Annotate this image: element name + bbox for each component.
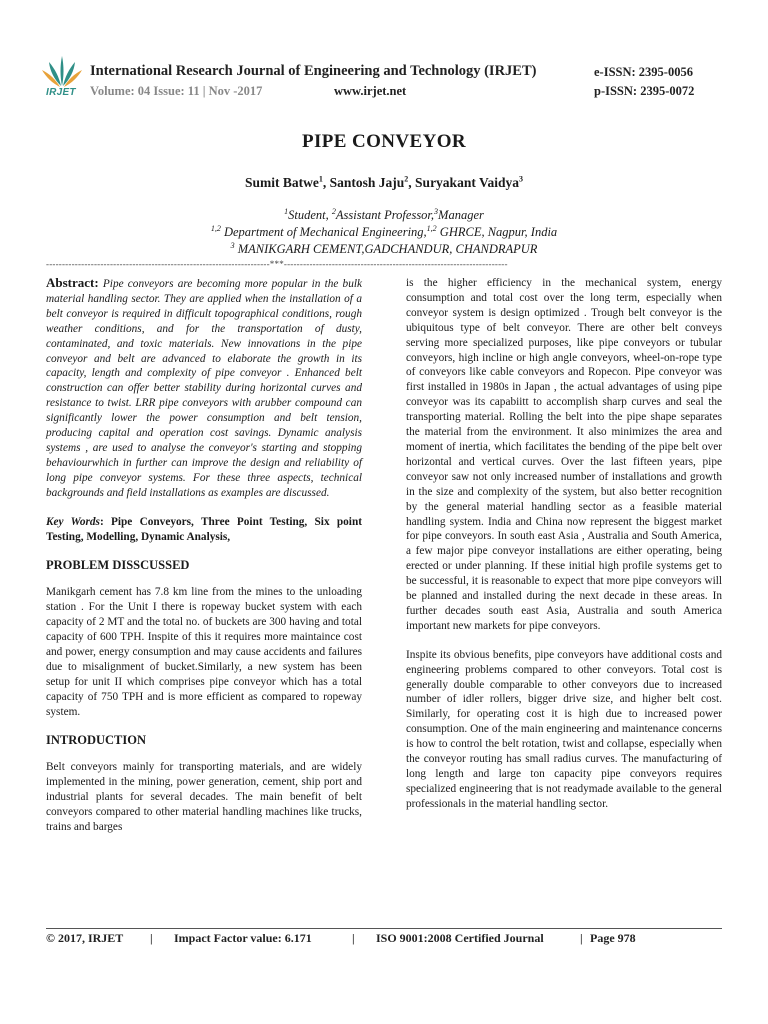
iso-certification: ISO 9001:2008 Certified Journal xyxy=(376,931,544,945)
author-name: Suryakant Vaidya xyxy=(415,175,519,190)
affiliation-roles: $^1$Student, $^2$Assistant Professor,$^3$Manager xyxy=(284,206,484,222)
author-list: Sumit Batwe$^1$, Santosh Jaju$^2$, Suryakant Vaidya$^3$ xyxy=(245,174,523,190)
keywords xyxy=(46,515,362,545)
volume-issue: Volume: 04 Issue: 11 | Nov -2017 xyxy=(90,84,263,98)
copyright: © 2017, IRJET xyxy=(46,931,124,945)
abstract xyxy=(46,276,362,501)
footer-separator: | xyxy=(352,931,355,945)
left-column xyxy=(46,276,362,835)
footer-separator: | xyxy=(150,931,153,945)
keywords-label: Key Words xyxy=(46,515,100,528)
body-paragraph: Inspite its obvious benefits, pipe conveyors have additional costs and engineering problems compared to other conveyors. Total cost is generally double comparable to other conveyors due to increased number of idler rollers, bigger drive size, and higher belt cost. Similarly, for operating cost it is high due to increased power consumption. One of the main engineering and maintenance concerns is how to control the belt rotation, twist and collapse, especially when the conveyor routing has small radius curves. The manufacturing of long length and large ton capacity pipe conveyors requires specialized engineering that is not readymade available to the general professionals in the material handling sector. xyxy=(406,648,722,810)
author-name: Santosh Jaju xyxy=(329,175,405,190)
page-number: Page 978 xyxy=(590,931,636,945)
journal-website-link[interactable]: www.irjet.net xyxy=(334,84,407,98)
author-mark: 2 xyxy=(404,174,409,184)
logo-text: IRJET xyxy=(46,87,76,98)
affiliation-department: $^{1,2}$ Department of Mechanical Engineering,$^{1,2}$ GHRCE, Nagpur, India xyxy=(210,223,558,239)
body-paragraph: is the higher efficiency in the mechanical system, energy consumption and total cost over the long term, especially when conveyor system is design optimized . Trough belt conveyor is the ubiquitous type of belt conveyor. There are other belt conveys serving more specialized purposes, like pipe conveyors or tubular conveyors, high incline or high angle conveyors, wheel-on-rope type of conveyors like cable conveyors and Ropecon. Pipe conveyor was first installed in 1980s in Japan , the actual advantages of using pipe conveyor was its capabiitt to accomplish sharp curves and seal the transporting material. Rolling the belt into the pipe shape separates the material from the environment. It also minimizes the area and moment of inertia, which facilitates the bending of the pipe belt over horizontal and vertical curves. Over the last fifteen years, pipe conveyor saw not only increased number of installations and growth in the size and complexity of the system, but also better recognition by the general material handling sector as a feasible material handling system. India and China now represent the biggest market for pipe conveyors. In south east Asia , Australia and South America, a few major pipe conveyor installations are either operating, being erected or under planning. If these initial high profile systems get to be successful, it is reasonable to expect that more pipe conveyors will be planned and installed during the next decade in these areas. In further decades south east Asia, Australia and south America important new markets for pipe conveyors. xyxy=(406,277,722,632)
abstract-label: Abstract: xyxy=(46,275,99,290)
impact-factor: Impact Factor value: 6.171 xyxy=(174,931,312,945)
section-heading-problem: PROBLEM DISSCUSSED xyxy=(46,558,190,573)
paper-title: PIPE CONVEYOR xyxy=(301,131,467,152)
right-column xyxy=(406,276,722,812)
footer-separator: | xyxy=(580,931,583,945)
author-mark: 3 xyxy=(518,174,523,184)
p-issn: p-ISSN: 2395-0072 xyxy=(594,84,695,98)
section-heading-introduction: INTRODUCTION xyxy=(46,733,147,748)
footer-rule xyxy=(46,928,722,929)
affiliation-company: $^3$ MANIKGARH CEMENT,GADCHANDUR, CHANDRAPUR xyxy=(230,240,538,256)
section-divider: ----------------------------------------------------------------------***---------------------------------------------------------------------- xyxy=(46,259,508,269)
journal-title: International Research Journal of Engineering and Technology (IRJET) xyxy=(90,63,537,79)
problem-paragraph: Manikgarh cement has 7.8 km line from the mines to the unloading station . For the Unit I there is ropeway bucket system with each capacity of 2 MT and the total no. of buckets are 300 having and total capacity of 600 TPH. Inspite of this it requires more maintaince cost and power, energy consumption and may cause accidents and failures due to misalignment of bucket.Similarly, a new system has been setup for unit II which comprises pipe conveyor which has a total capacity of 750 TPH and is more efficient as compared to ropeway system. xyxy=(46,586,362,718)
introduction-paragraph: Belt conveyors mainly for transporting materials, and are widely implemented in the mining, power generation, cement, ship port and industrial plants for several decades. The main benefit of belt conveyors compared to other material handling machines like trucks, trains and barges xyxy=(46,761,362,833)
abstract-text: Pipe conveyors are becoming more popular in the bulk material handling sector. They are applied when the installation of a belt conveyor is required in difficult topographical conditions, rough weather conditions, and for the transportation of dusty, contaminated, and toxic materials. New innovations in the pipe conveyor and belt are advanced to elaborate the growth in its capacity, length and complexity of pipe conveyor . Enhanced belt construction can offer better stability during horizontal curves and resistance to twist. LRR pipe conveyors with arubber compound can significantly lower the power consumption and belt tension, producing capital and operation cost savings. Dynamic analysis systems , are used to analyse the conveyor's starting and stopping behaviourwhich in further can improve the design and reliability of long pipe conveyor systems. For these three aspects, technical backgrounds and field installations as examples are discussed. xyxy=(46,278,363,499)
author-name: Sumit Batwe xyxy=(245,175,319,190)
keywords-text: : Pipe Conveyors, Three Point Testing, Six point Testing, Modelling, Dynamic Analysis, xyxy=(46,515,362,543)
author-mark: 1 xyxy=(318,174,323,184)
e-issn: e-ISSN: 2395-0056 xyxy=(594,65,693,79)
